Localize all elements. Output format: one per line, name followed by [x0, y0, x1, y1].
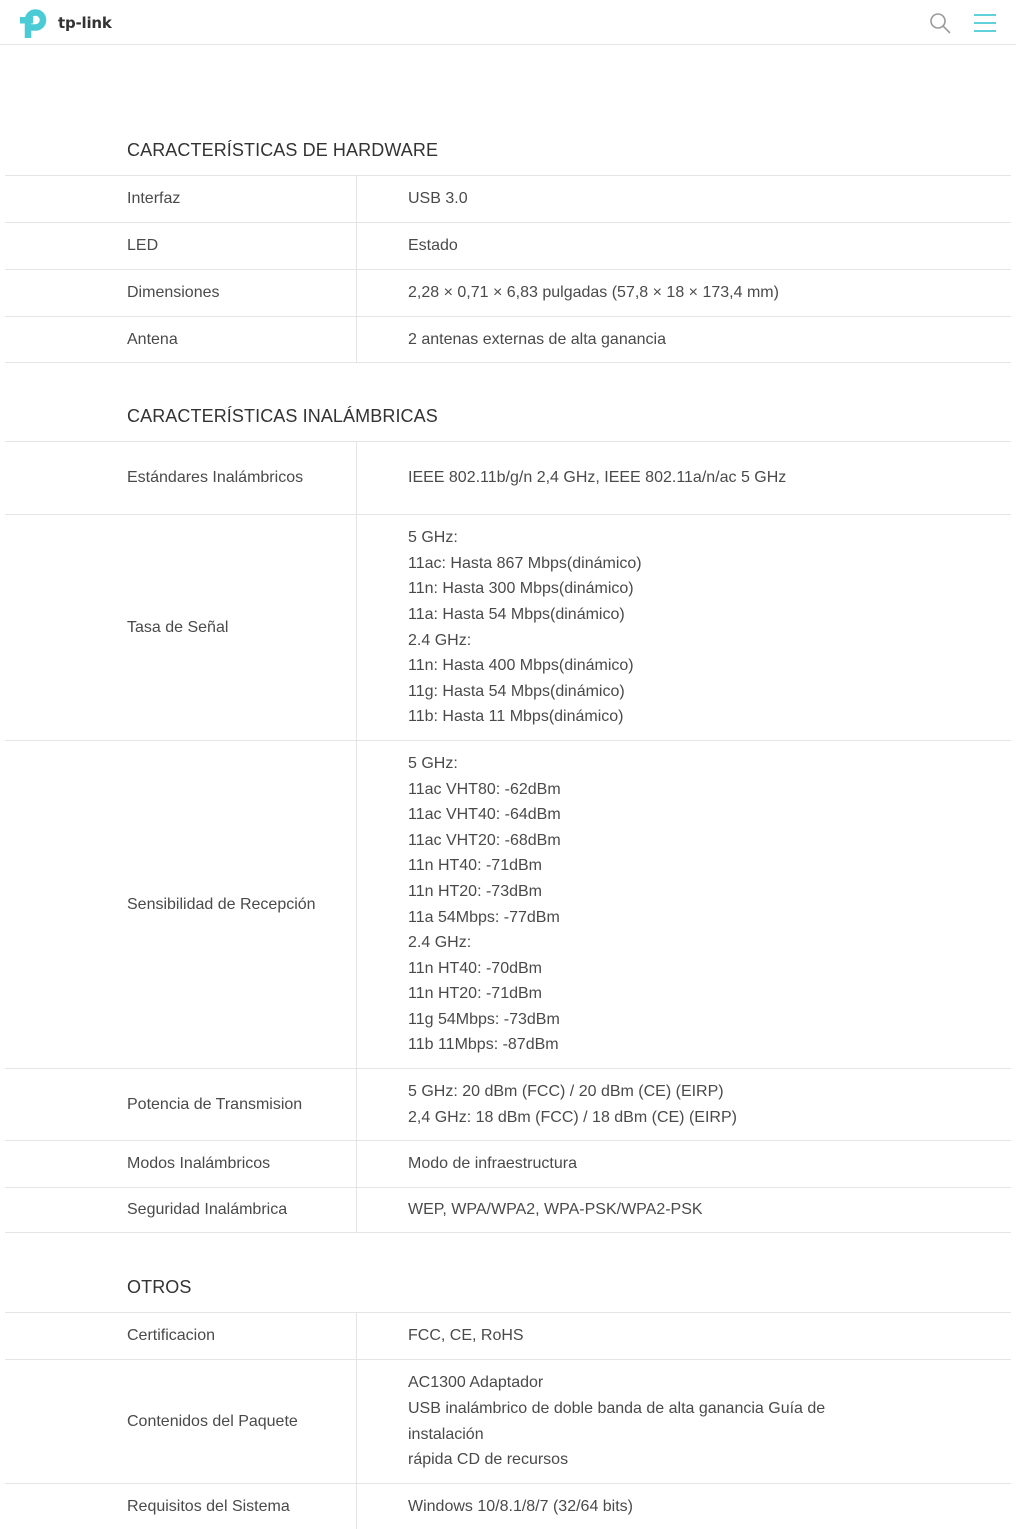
spec-value-line: 11ac VHT80: -62dBm	[408, 780, 561, 798]
column-divider	[356, 1484, 357, 1529]
spec-value-line: rápida CD de recursos	[408, 1451, 569, 1469]
spec-label: Requisitos del Sistema	[127, 1497, 290, 1515]
spec-value-line: 11n HT40: -71dBm	[408, 857, 542, 875]
column-divider	[356, 1313, 357, 1359]
spec-value-line: Windows 10/8.1/8/7 (32/64 bits)	[408, 1497, 634, 1515]
column-divider	[356, 1360, 357, 1483]
spec-value-line: USB 3.0	[408, 190, 468, 208]
column-divider	[356, 176, 357, 222]
spec-label: Interfaz	[127, 190, 181, 208]
section-title-otros: OTROS	[127, 1277, 192, 1297]
spec-label: Seguridad Inalámbrica	[127, 1201, 288, 1219]
spec-value-line: 5 GHz: 20 dBm (FCC) / 20 dBm (CE) (EIRP)	[408, 1082, 724, 1100]
spec-value-line: 2.4 GHz:	[408, 631, 472, 649]
spec-value-line: 11n HT20: -71dBm	[408, 985, 542, 1003]
spec-value	[408, 515, 848, 740]
spec-label: Contenidos del Paquete	[127, 1412, 298, 1430]
column-divider	[356, 1069, 357, 1140]
spec-row-interfaz	[5, 175, 1011, 222]
spec-value-line: 2 antenas externas de alta ganancia	[408, 330, 666, 348]
spec-row-requisitos	[5, 1483, 1011, 1529]
spec-value-line: 11n HT20: -73dBm	[408, 882, 542, 900]
column-divider	[356, 270, 357, 316]
column-divider	[356, 741, 357, 1068]
column-divider	[356, 1188, 357, 1232]
spec-row-led	[5, 222, 1011, 269]
spec-value-line: Estado	[408, 237, 458, 255]
spec-row-contenidos	[5, 1359, 1011, 1483]
spec-value-line: 11g: Hasta 54 Mbps(dinámico)	[408, 682, 625, 700]
spec-value	[408, 1313, 848, 1359]
spec-row-sensibilidad	[5, 740, 1011, 1068]
spec-row-potencia	[5, 1068, 1011, 1140]
hamburger-menu-icon[interactable]	[973, 13, 997, 33]
spec-value-line: 11n: Hasta 300 Mbps(dinámico)	[408, 580, 634, 598]
spec-value-line: Modo de infraestructura	[408, 1155, 577, 1173]
spec-value	[408, 442, 848, 514]
spec-value-line: WEP, WPA/WPA2, WPA-PSK/WPA2-PSK	[408, 1201, 703, 1219]
spec-row-seguridad	[5, 1187, 1011, 1233]
spec-value	[408, 1069, 848, 1140]
spec-row-estandares	[5, 441, 1011, 514]
spec-value	[408, 270, 848, 316]
spec-value-line: AC1300 Adaptador	[408, 1374, 544, 1392]
spec-label: Estándares Inalámbricos	[127, 469, 304, 487]
spec-value-line: 11b: Hasta 11 Mbps(dinámico)	[408, 708, 624, 726]
spec-value-line: 11g 54Mbps: -73dBm	[408, 1010, 560, 1028]
column-divider	[356, 1141, 357, 1187]
spec-value-line: 11ac: Hasta 867 Mbps(dinámico)	[408, 554, 642, 572]
spec-value-line: 11a: Hasta 54 Mbps(dinámico)	[408, 605, 625, 623]
column-divider	[356, 515, 357, 740]
spec-row-modos	[5, 1140, 1011, 1187]
spec-label: Antena	[127, 330, 178, 348]
spec-value	[408, 1188, 848, 1232]
column-divider	[356, 223, 357, 269]
spec-label: Certificacion	[127, 1327, 216, 1345]
spec-value	[408, 1484, 848, 1529]
spec-label: Sensibilidad de Recepción	[127, 895, 316, 913]
spec-value	[408, 741, 848, 1068]
spec-value-line: 2,28 × 0,71 × 6,83 pulgadas (57,8 × 18 × 173,4 mm)	[408, 284, 779, 302]
spec-row-antena	[5, 316, 1011, 363]
spec-value	[408, 1141, 848, 1187]
spec-value-line: USB inalámbrico de doble banda de alta ganancia Guía de instalación	[408, 1399, 826, 1443]
spec-label: Tasa de Señal	[127, 618, 229, 636]
spec-row-tasa-de-senal	[5, 514, 1011, 740]
spec-row-dimensiones	[5, 269, 1011, 316]
spec-value-line: FCC, CE, RoHS	[408, 1327, 524, 1345]
spec-value	[408, 1360, 848, 1483]
search-icon[interactable]	[929, 12, 951, 34]
spec-value	[408, 176, 848, 222]
spec-value-line: 11b 11Mbps: -87dBm	[408, 1036, 559, 1054]
column-divider	[356, 442, 357, 514]
section-title-hardware: CARACTERÍSTICAS DE HARDWARE	[127, 140, 439, 160]
site-header	[0, 0, 1016, 45]
spec-value-line: 2.4 GHz:	[408, 934, 472, 952]
spec-label: Dimensiones	[127, 284, 220, 302]
spec-value-line: IEEE 802.11b/g/n 2,4 GHz, IEEE 802.11a/n/ac 5 GHz	[408, 469, 787, 487]
spec-value	[408, 317, 848, 362]
spec-value-line: 11n: Hasta 400 Mbps(dinámico)	[408, 657, 634, 675]
spec-value-line: 5 GHz:	[408, 754, 458, 772]
section-title-wireless: CARACTERÍSTICAS INALÁMBRICAS	[127, 406, 438, 426]
spec-value-line: 5 GHz:	[408, 529, 458, 547]
spec-label: LED	[127, 237, 159, 255]
spec-label: Potencia de Transmision	[127, 1095, 303, 1113]
spec-label: Modos Inalámbricos	[127, 1155, 271, 1173]
column-divider	[356, 317, 357, 362]
spec-value-line: 11ac VHT40: -64dBm	[408, 806, 561, 824]
tp-link-logo[interactable]	[19, 6, 112, 40]
spec-value-line: 11n HT40: -70dBm	[408, 959, 542, 977]
spec-row-certificacion	[5, 1312, 1011, 1359]
spec-value	[408, 223, 848, 269]
spec-value-line: 11a 54Mbps: -77dBm	[408, 908, 560, 926]
logo-wordmark: tp-link	[58, 14, 112, 32]
spec-value-line: 2,4 GHz: 18 dBm (FCC) / 18 dBm (CE) (EIRP)	[408, 1108, 737, 1126]
spec-value-line: 11ac VHT20: -68dBm	[408, 831, 561, 849]
tp-link-logo-icon	[19, 6, 53, 40]
